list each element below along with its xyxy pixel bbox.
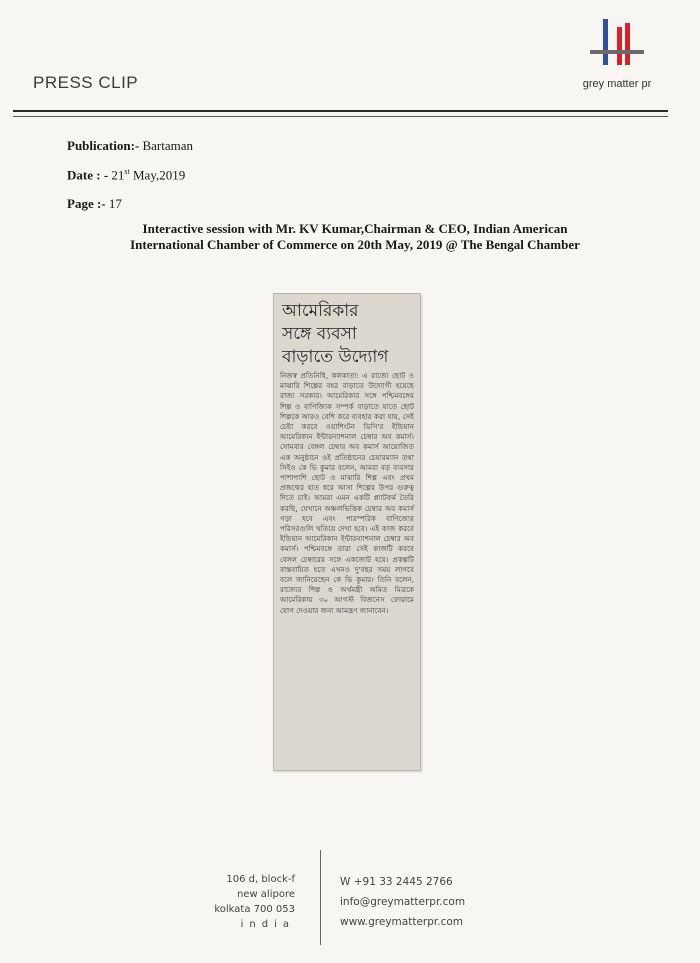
header-rule-thin [13,116,668,117]
publication-label: Publication:- [67,138,140,153]
footer-address [205,872,295,932]
clip-body-text: নিজস্ব প্রতিনিধি, কলকাতা: এ রাজ্যে ছোট ও মাঝারি শিল্পের বহর বাড়াতে উদ্যোগী হয়েছে রাজ্য সরকার। আমেরিকার সঙ্গে পশ্চিমবঙ্গের শিল্প ও বাণিজ্যিক সম্পর্ক বাড়াতে যাতে ছোট শিল্পকে আরও বেশি করে ব্যবহার করা যায়, সেই চেষ্টা করবে ওয়াশিংটন ডিসি'র ইন্ডিয়ান আমেরিকান ইন্টারন্যাশনাল চেম্বার অব কমার্স। সোমবার বেঙ্গল চেম্বার অব কমার্স আয়োজিত এক অনুষ্ঠানে ওই প্রতিষ্ঠানের চেয়ারম্যান তথা সিইও কে ভি কুমার বলেন, আমরা বড় ব্যবসার পাশাপাশি ছোট ও মাঝারি শিল্প এবং প্রথম প্রজন্মের হাত ধরে আসা শিল্পের উপর গুরুত্ব দিতে চাই। আমরা এমন একটি প্ল্যাটফর্ম তৈরি করছি, যেখানে অঞ্চলভিত্তিক চেম্বার অব কমার্স গড়া হবে এবং পারস্পরিক বাণিজ্যের পরিসরগুলি খতিয়ে দেখা হবে। এই কাজ করবে ইন্ডিয়ান আমেরিকান ইন্টারন্যাশনাল চেম্বার অব কমার্স। পশ্চিমবঙ্গে তারা সেই কাজটি করবে বেঙ্গল চেম্বারের সঙ্গে একজোট হয়ে। প্রকল্পটি বাস্তবায়িত হতে এখনও দু'বছর সময় লাগবে বলে জানিয়েছেন কে ভি কুমার। তিনি বলেন, রাজ্যের শিল্প ও অর্থমন্ত্রী অমিত মিত্রকে আমেরিকায় ৩০ আগস্ট বিজনেস ফোরামে যোগ দেওয়ার জন্য আমন্ত্রণ জানাবেন। [280,371,414,615]
footer-contact [340,872,465,932]
date-label: Date : - [67,167,109,183]
address-line-3: kolkata 700 053 [214,904,295,915]
clip-headline-line-3: বাড়াতে উদ্যোগ [282,347,389,367]
clip-headline [282,300,414,369]
date-suffix: st [124,167,130,176]
clip-headline-line-2: সঙ্গে ব্যবসা [282,324,357,344]
logo-text: grey matter pr [582,78,652,90]
publication-line [67,138,193,154]
event-headline [60,221,650,253]
phone-number: W +91 33 2445 2766 [340,876,453,888]
date-line [67,167,185,183]
website-link[interactable]: www.greymatterpr.com [340,916,464,928]
email-link[interactable]: info@greymatterpr.com [340,896,466,908]
header-rule [13,110,668,112]
page-value: 17 [108,196,122,211]
page-label: Page :- [67,196,106,211]
date-day: 21 [111,167,125,183]
publication-value: Bartaman [142,138,194,153]
footer-divider [320,850,321,945]
address-line-4: india [240,919,295,930]
clip-headline-line-1: আমেরিকার [282,301,359,321]
page-title: PRESS CLIP [33,73,139,92]
headline-line-1: Interactive session with Mr. KV Kumar,Chairman & CEO, Indian American [142,221,568,236]
newspaper-clipping [273,293,421,771]
company-logo [572,14,662,94]
date-rest: May,2019 [133,167,186,183]
address-line-1: 106 d, block-f [226,874,295,885]
page-line [67,196,122,212]
grey-matter-logo-icon [580,14,654,76]
headline-line-2: International Chamber of Commerce on 20th May, 2019 @ The Bengal Chamber [130,237,580,252]
address-line-2: new alipore [236,889,295,900]
